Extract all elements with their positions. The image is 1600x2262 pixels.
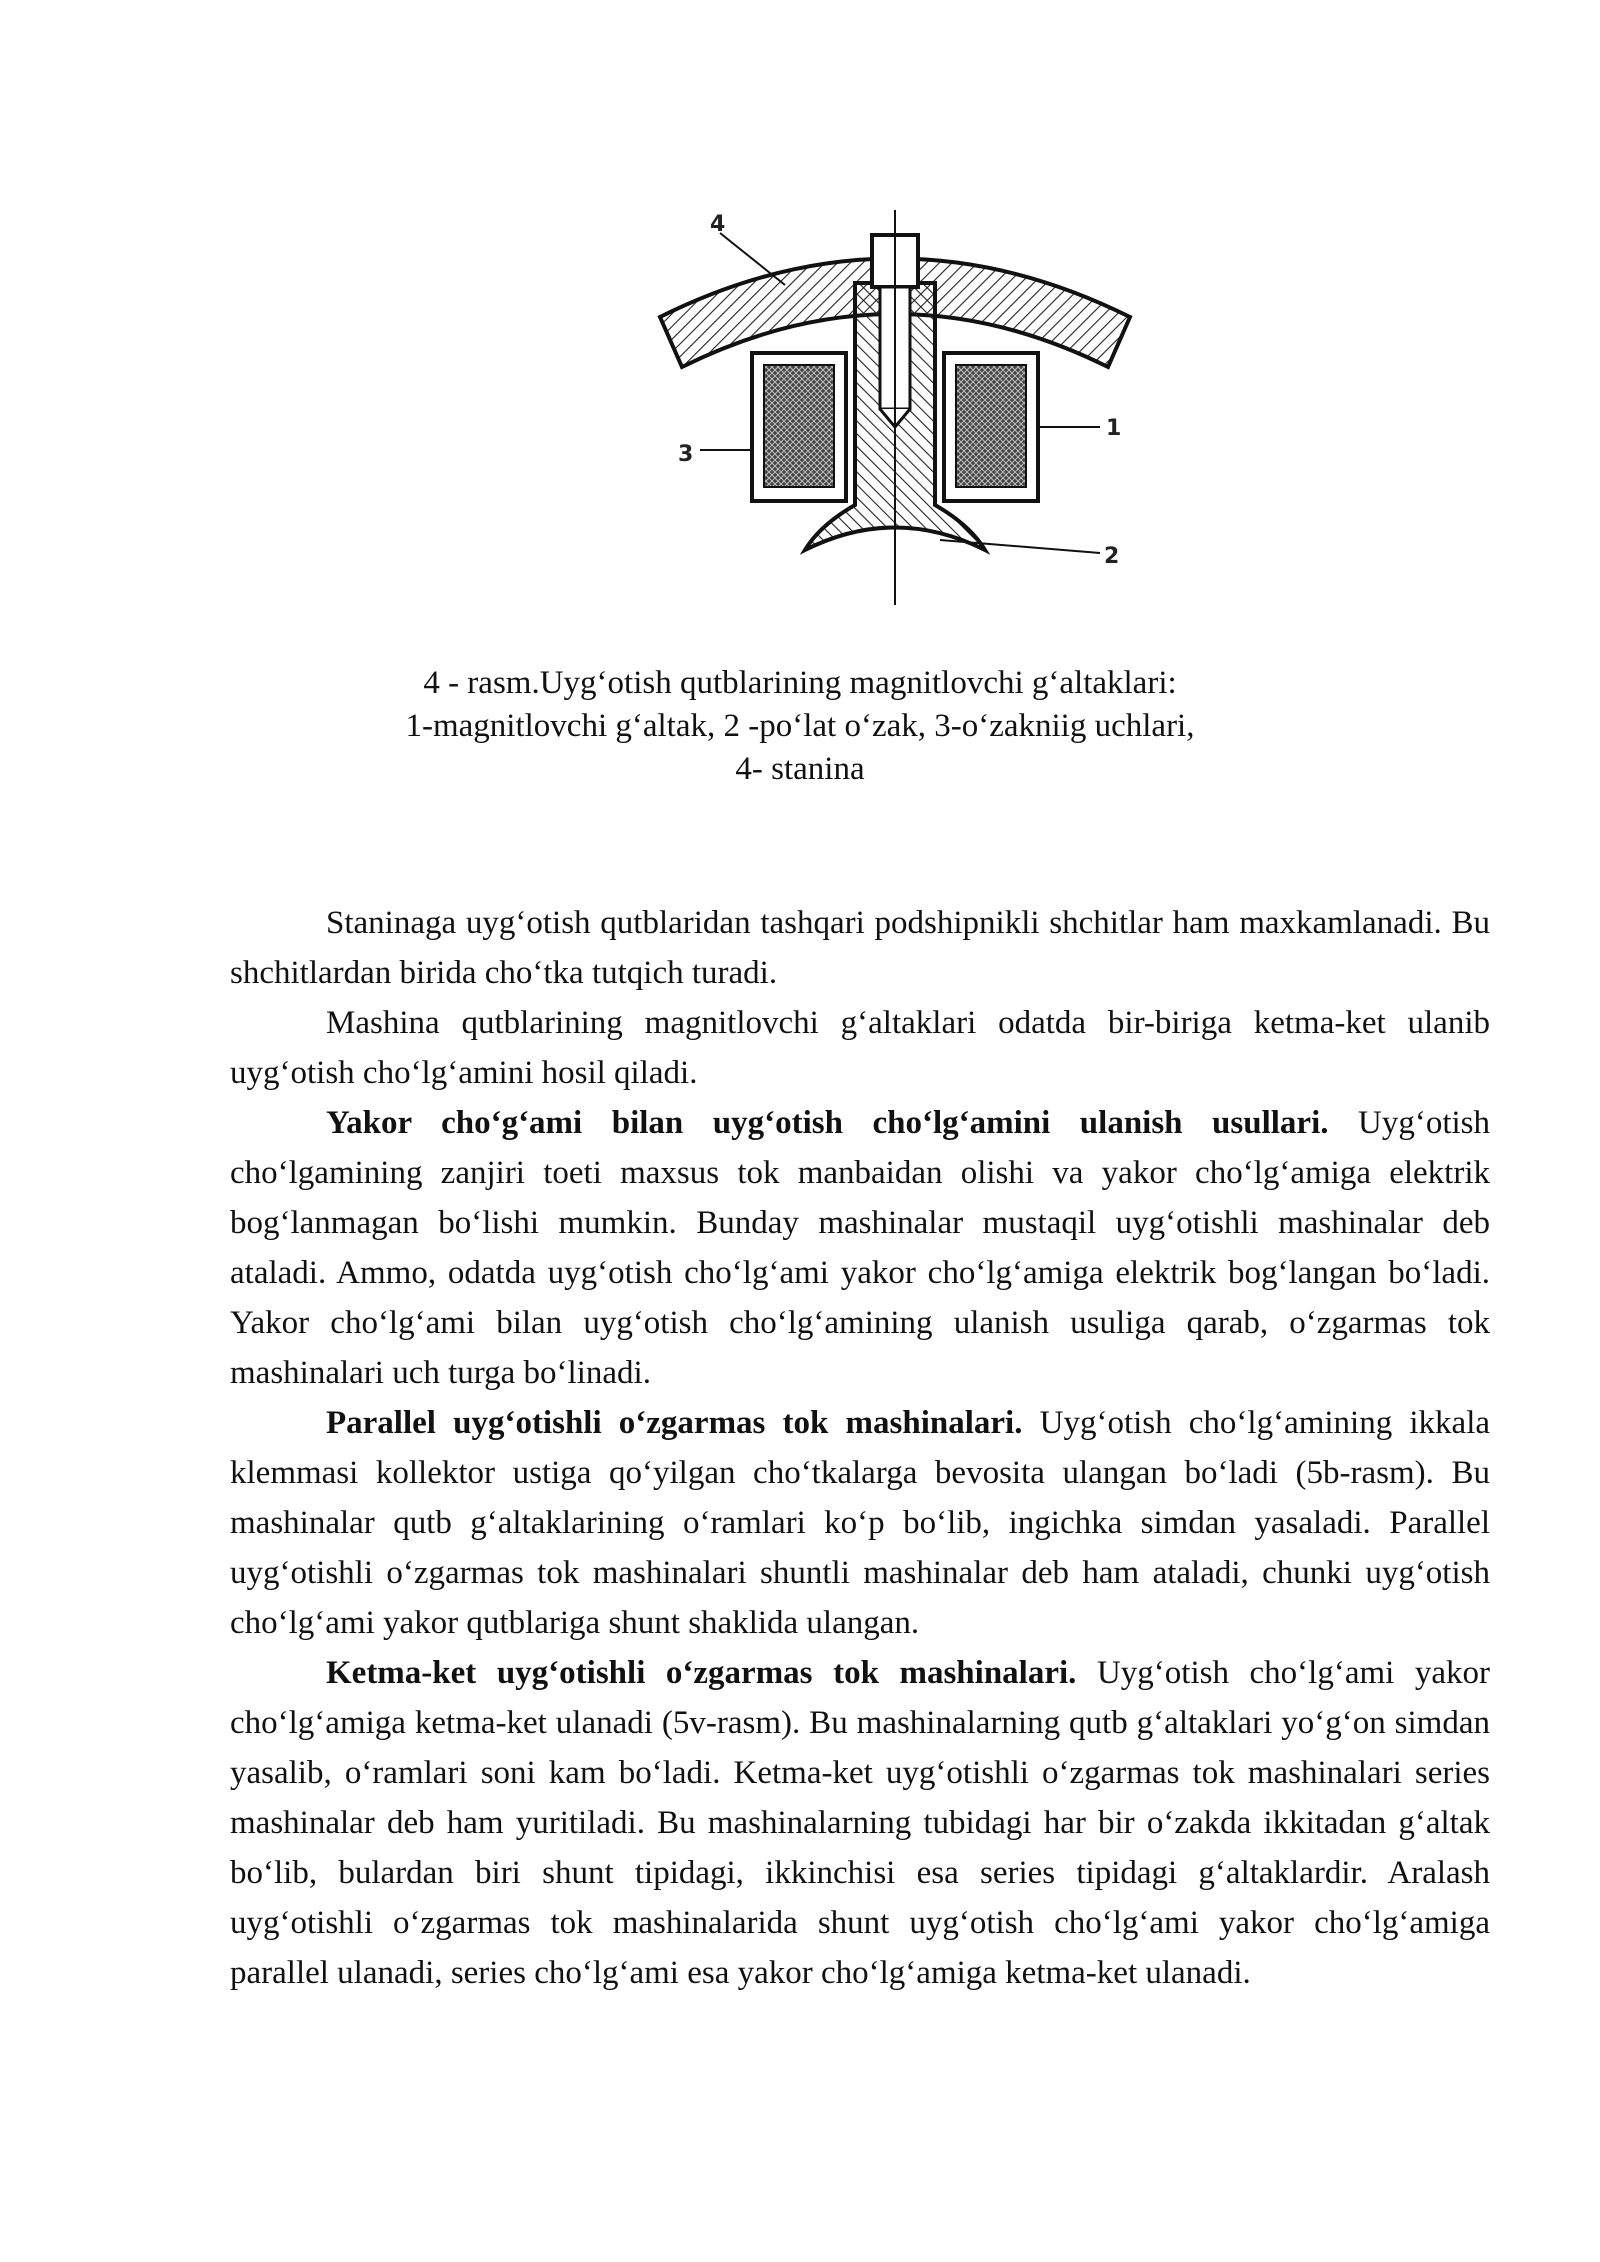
paragraph <box>230 1648 1490 1998</box>
figure-caption <box>230 662 1370 791</box>
caption-line-1: 4 - rasm.Uyg‘otish qutblarining magnitlovchi g‘altaklari: <box>423 665 1177 701</box>
paragraph <box>230 998 1490 1098</box>
paragraph-heading: Yakor choʻgʻami bilan uyg‘otish cho‘lg‘amini ulanish usullari. <box>326 1105 1329 1141</box>
figure-label-1: 1 <box>1106 416 1122 441</box>
figure-label-3: 3 <box>678 442 694 467</box>
paragraph-text: Uyg‘otish cho‘lg‘ami yakor cho‘lg‘amiga ketma-ket ulanadi (5v-rasm). Bu mashinalarning qutb g‘altaklari yo‘g‘on simdan yasalib, o‘ramlari soni kam bo‘ladi. Ketma-ket uyg‘otishli o‘zgarmas tok mashinalari series mashinalar deb ham yuritiladi. Bu mashinalarning tubidagi har bir o‘zakda ikkitadan g‘altak bo‘lib, bulardan biri shunt tipidagi, ikkinchisi esa series tipidagi g‘altaklardir. Aralash uyg‘otishli o‘zgarmas tok mashinalarida shunt uyg‘otish cho‘lg‘ami yakor cho‘lg‘amiga parallel ulanadi, series cho‘lg‘ami esa yakor cho‘lg‘amiga ketma-ket ulanadi. <box>230 1655 1490 1991</box>
paragraph <box>230 898 1490 998</box>
figure-label-4: 4 <box>710 212 726 237</box>
caption-line-2: 1-magnitlovchi g‘altak, 2 -po‘lat o‘zak, 3-o‘zakniig uchlari, <box>405 708 1195 744</box>
right-coil-winding <box>956 365 1026 487</box>
paragraph-text: Staninaga uyg‘otish qutblaridan tashqari podshipnikli shchitlar ham maxkamlanadi. Bu shchitlardan birida cho‘tka tutqich turadi. <box>230 905 1490 991</box>
paragraph-text: Uyg‘otish cho‘lgamining zanjiri toeti maxsus tok manbaidan olishi va yakor cho‘lg‘amiga elektrik bog‘lanmagan bo‘lishi mumkin. Bunday mashinalar mustaqil uyg‘otishli mashinalar deb ataladi. Ammo, odatda uyg‘otish cho‘lg‘ami yakor cho‘lg‘amiga elektrik bog‘langan bo‘ladi. Yakor cho‘lg‘ami bilan uyg‘otish cho‘lg‘amining ulanish usuliga qarab, o‘zgarmas tok mashinalari uch turga bo‘linadi. <box>230 1105 1491 1391</box>
body-text <box>230 898 1490 1998</box>
paragraph-text: Uyg‘otish cho‘lg‘amining ikkala klemmasi kollektor ustiga qo‘yilgan cho‘tkalarga bevosita ulangan bo‘ladi (5b-rasm). Bu mashinalar qutb g‘altaklarining o‘ramlari ko‘p bo‘lib, ingichka simdan yasaladi. Parallel uyg‘otishli o‘zgarmas tok mashinalari shuntli mashinalar deb ham ataladi, chunki uyg‘otish cho‘lg‘ami yakor qutblariga shunt shaklida ulangan. <box>230 1405 1491 1641</box>
caption-line-3: 4- stanina <box>735 751 865 787</box>
paragraph-heading: Ketma-ket uyg‘otishli o‘zgarmas tok mashinalari. <box>326 1655 1077 1691</box>
paragraph <box>230 1098 1490 1398</box>
pole-coil-figure <box>640 205 1150 615</box>
pole-coil-drawing <box>640 205 1150 615</box>
paragraph-heading: Parallel uyg‘otishli o‘zgarmas tok mashinalari. <box>326 1405 1023 1441</box>
left-coil-winding <box>764 365 834 487</box>
figure-label-2: 2 <box>1104 544 1120 569</box>
paragraph <box>230 1398 1490 1648</box>
paragraph-text: Mashina qutblarining magnitlovchi g‘altaklari odatda bir-biriga ketma-ket ulanib uyg‘otish cho‘lg‘amini hosil qiladi. <box>230 1005 1490 1091</box>
